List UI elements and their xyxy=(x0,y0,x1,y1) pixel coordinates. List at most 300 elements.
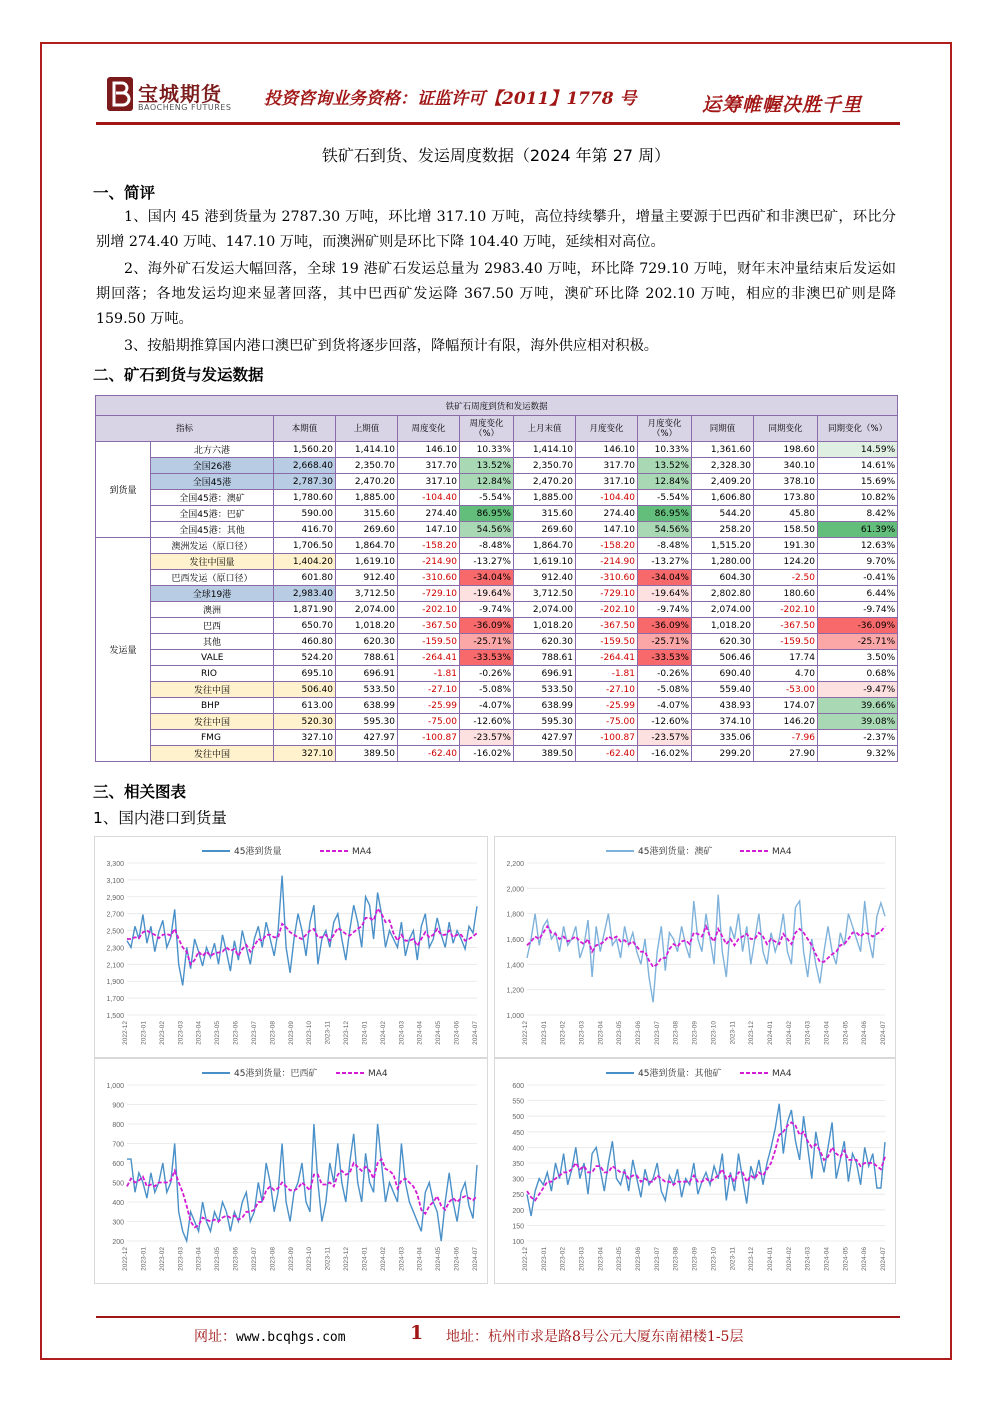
table-cell: 378.10 xyxy=(754,474,818,490)
y-tick-label: 1,000 xyxy=(106,1083,124,1090)
table-cell: 14.59% xyxy=(818,442,898,458)
x-tick-label: 2024-01 xyxy=(766,1021,774,1045)
table-cell: -16.02% xyxy=(460,746,514,762)
row-label: 发往中国量 xyxy=(151,554,274,570)
table-cell: -62.40 xyxy=(398,746,460,762)
table-cell: 6.44% xyxy=(818,586,898,602)
table-cell: 15.69% xyxy=(818,474,898,490)
table-cell: 2,328.30 xyxy=(692,458,754,474)
table-cell: 61.39% xyxy=(818,522,898,538)
table-cell: 2,470.20 xyxy=(514,474,576,490)
table-header-cell: 上期值 xyxy=(336,416,398,442)
table-cell: 3.50% xyxy=(818,650,898,666)
table-cell: -729.10 xyxy=(576,586,638,602)
table-cell: 604.30 xyxy=(692,570,754,586)
table-row xyxy=(96,442,898,458)
table-cell: 299.20 xyxy=(692,746,754,762)
section-heading-data: 二、矿石到货与发运数据 xyxy=(93,366,264,384)
table-cell: 2,074.00 xyxy=(514,602,576,618)
table-cell: -53.00 xyxy=(754,682,818,698)
chart-legend xyxy=(606,845,792,857)
table-cell: 317.70 xyxy=(576,458,638,474)
table-cell: 1,885.00 xyxy=(514,490,576,506)
ore-data-table-wrapper xyxy=(95,395,897,762)
table-cell: 54.56% xyxy=(638,522,692,538)
table-cell: 638.99 xyxy=(514,698,576,714)
y-tick-label: 400 xyxy=(512,1145,524,1153)
x-tick-label: 2024-04 xyxy=(416,1021,424,1045)
table-cell: 1,864.70 xyxy=(514,538,576,554)
y-tick-label: 450 xyxy=(512,1129,524,1137)
chart-legend xyxy=(606,1067,792,1079)
table-cell: 2,983.40 xyxy=(274,586,336,602)
row-label: 全国45港 xyxy=(151,474,274,490)
x-tick-label: 2023-12 xyxy=(748,1247,756,1271)
table-row xyxy=(96,554,898,570)
table-cell: 1,871.90 xyxy=(274,602,336,618)
table-cell: -34.04% xyxy=(460,570,514,586)
x-tick-label: 2024-06 xyxy=(453,1021,461,1045)
x-tick-label: 2024-04 xyxy=(416,1247,424,1271)
y-tick-label: 2,900 xyxy=(106,894,124,902)
company-motto: 运筹帷幄决胜千里 xyxy=(702,94,863,116)
section-heading-charts: 三、相关图表 xyxy=(93,783,187,801)
table-cell: -264.41 xyxy=(398,650,460,666)
table-row xyxy=(96,570,898,586)
table-cell: -104.40 xyxy=(576,490,638,506)
y-tick-label: 1,000 xyxy=(506,1013,524,1020)
subheading-port-arrivals: 1、国内港口到货量 xyxy=(93,809,227,827)
table-cell: 559.40 xyxy=(692,682,754,698)
row-label: VALE xyxy=(151,650,274,666)
table-cell: 1,414.10 xyxy=(336,442,398,458)
table-cell: 1,404.20 xyxy=(274,554,336,570)
table-row xyxy=(96,666,898,682)
table-header-cell: 指标 xyxy=(96,416,274,442)
table-cell: -159.50 xyxy=(576,634,638,650)
table-cell: 912.40 xyxy=(336,570,398,586)
table-cell: 1,018.20 xyxy=(336,618,398,634)
table-cell: -16.02% xyxy=(638,746,692,762)
table-cell: 1,361.60 xyxy=(692,442,754,458)
row-label: FMG xyxy=(151,730,274,746)
table-cell: 147.10 xyxy=(398,522,460,538)
table-row xyxy=(96,490,898,506)
x-tick-label: 2024-02 xyxy=(379,1021,387,1045)
table-cell: -158.20 xyxy=(576,538,638,554)
table-cell: -104.40 xyxy=(398,490,460,506)
row-label: 全国45港：其他 xyxy=(151,522,274,538)
table-cell: 427.97 xyxy=(336,730,398,746)
y-tick-label: 200 xyxy=(112,1239,124,1246)
table-row xyxy=(96,650,898,666)
page-header xyxy=(96,74,900,126)
table-cell: 340.10 xyxy=(754,458,818,474)
table-cell: 9.32% xyxy=(818,746,898,762)
table-cell: -0.41% xyxy=(818,570,898,586)
y-tick-label: 3,100 xyxy=(106,877,124,885)
x-tick-label: 2023-02 xyxy=(158,1021,166,1045)
table-cell: 198.60 xyxy=(754,442,818,458)
footer-website xyxy=(194,1326,346,1346)
legend-label-ma4: MA4 xyxy=(368,1069,388,1079)
table-cell: 327.10 xyxy=(274,746,336,762)
y-tick-label: 2,700 xyxy=(106,911,124,919)
table-cell: -1.81 xyxy=(398,666,460,682)
table-cell: -5.08% xyxy=(460,682,514,698)
table-cell: 258.20 xyxy=(692,522,754,538)
row-label: 北方六港 xyxy=(151,442,274,458)
row-label: 全国45港：澳矿 xyxy=(151,490,274,506)
table-cell: 13.52% xyxy=(460,458,514,474)
x-tick-label: 2023-11 xyxy=(729,1021,737,1045)
x-tick-label: 2024-07 xyxy=(472,1247,479,1271)
table-cell: 533.50 xyxy=(336,682,398,698)
table-cell: -62.40 xyxy=(576,746,638,762)
legend-label-ma4: MA4 xyxy=(772,1069,792,1079)
table-cell: 146.10 xyxy=(576,442,638,458)
table-cell: -23.57% xyxy=(638,730,692,746)
company-logo xyxy=(106,76,236,118)
legend-label-main: 45港到货量：其他矿 xyxy=(638,1069,722,1079)
legend-label-main: 45港到货量：澳矿 xyxy=(638,847,713,857)
x-tick-label: 2023-03 xyxy=(578,1021,586,1045)
summary-paragraph-2: 2、海外矿石发运大幅回落，全球 19 港矿石发运总量为 2983.40 万吨，环比降 729.10 万吨，财年末冲量结束后发运如期回落；各地发运均迎来显著回落，其中巴西矿发运降 367.50 万吨，澳矿环比降 202.10 万吨，相应的非澳巴矿则是降 159.50 万吨。 xyxy=(96,261,896,327)
y-tick-label: 1,900 xyxy=(106,979,124,987)
table-cell: 389.50 xyxy=(514,746,576,762)
x-tick-label: 2023-05 xyxy=(616,1247,624,1271)
x-tick-label: 2023-11 xyxy=(324,1247,332,1271)
chart-45-port-brazil-svg xyxy=(95,1059,489,1285)
table-cell: 506.46 xyxy=(692,650,754,666)
table-cell: 2,350.70 xyxy=(336,458,398,474)
table-cell: 10.33% xyxy=(638,442,692,458)
table-cell: 39.08% xyxy=(818,714,898,730)
x-tick-label: 2023-12 xyxy=(748,1021,756,1045)
table-cell: -4.07% xyxy=(460,698,514,714)
y-tick-label: 700 xyxy=(112,1141,124,1149)
table-cell: 10.33% xyxy=(460,442,514,458)
y-tick-label: 1,800 xyxy=(506,911,524,919)
x-tick-label: 2024-03 xyxy=(804,1021,812,1045)
x-tick-label: 2023-02 xyxy=(559,1021,567,1045)
table-cell: 315.60 xyxy=(514,506,576,522)
table-header-cell: 周度变化（%） xyxy=(460,416,514,442)
y-tick-label: 300 xyxy=(112,1219,124,1227)
table-cell: 1,619.10 xyxy=(336,554,398,570)
x-tick-label: 2024-07 xyxy=(880,1247,887,1271)
table-cell: -9.74% xyxy=(460,602,514,618)
table-cell: 1,885.00 xyxy=(336,490,398,506)
page-footer xyxy=(96,1324,900,1348)
x-tick-label: 2024-04 xyxy=(823,1021,831,1045)
table-cell: -214.90 xyxy=(398,554,460,570)
table-cell: -27.10 xyxy=(576,682,638,698)
y-tick-label: 200 xyxy=(512,1207,524,1215)
table-row xyxy=(96,746,898,762)
table-cell: 9.70% xyxy=(818,554,898,570)
y-tick-label: 2,000 xyxy=(506,886,524,894)
summary-paragraph-1: 1、国内 45 港到货量为 2787.30 万吨，环比增 317.10 万吨，高位持续攀升，增量主要源于巴西矿和非澳巴矿，环比分别增 274.40 万吨、147.10 万吨，而澳洲矿则是环比下降 104.40 万吨，延续相对高位。 xyxy=(96,209,896,250)
table-cell: 2,350.70 xyxy=(514,458,576,474)
table-cell: 86.95% xyxy=(638,506,692,522)
table-cell: 317.70 xyxy=(398,458,460,474)
footer-web-label: 网址： xyxy=(194,1329,236,1345)
x-tick-label: 2023-01 xyxy=(140,1247,148,1271)
table-cell: -1.81 xyxy=(576,666,638,682)
table-header-cell: 同期变化 xyxy=(754,416,818,442)
table-cell: 416.70 xyxy=(274,522,336,538)
table-cell: -36.09% xyxy=(460,618,514,634)
row-label: 澳洲发运（原口径） xyxy=(151,538,274,554)
table-row xyxy=(96,506,898,522)
table-cell: -310.60 xyxy=(398,570,460,586)
table-cell: -36.09% xyxy=(818,618,898,634)
y-tick-label: 2,500 xyxy=(106,928,124,936)
table-row xyxy=(96,474,898,490)
table-cell: 174.07 xyxy=(754,698,818,714)
x-tick-label: 2024-03 xyxy=(804,1247,812,1271)
y-tick-label: 2,200 xyxy=(506,861,524,868)
table-cell: -9.74% xyxy=(638,602,692,618)
table-cell: 269.60 xyxy=(336,522,398,538)
y-tick-label: 1,200 xyxy=(506,987,524,995)
x-tick-label: 2023-11 xyxy=(324,1021,332,1045)
table-cell: 595.30 xyxy=(336,714,398,730)
table-row xyxy=(96,730,898,746)
table-cell: 146.20 xyxy=(754,714,818,730)
table-cell: 696.91 xyxy=(336,666,398,682)
y-tick-label: 600 xyxy=(112,1161,124,1168)
x-tick-label: 2024-02 xyxy=(785,1247,793,1271)
table-cell: -0.26% xyxy=(638,666,692,682)
table-cell: -36.09% xyxy=(638,618,692,634)
row-label: 其他 xyxy=(151,634,274,650)
y-tick-label: 350 xyxy=(512,1161,524,1168)
table-row xyxy=(96,538,898,554)
chart-45-port-brazil xyxy=(94,1058,488,1284)
x-tick-label: 2022-12 xyxy=(122,1247,129,1271)
x-tick-label: 2023-08 xyxy=(269,1021,277,1045)
row-label: 发往中国 xyxy=(151,682,274,698)
x-tick-label: 2023-01 xyxy=(140,1021,148,1045)
x-tick-label: 2023-09 xyxy=(287,1247,295,1271)
x-tick-label: 2024-05 xyxy=(435,1021,443,1045)
table-cell: -158.20 xyxy=(398,538,460,554)
table-cell: 620.30 xyxy=(336,634,398,650)
table-cell: 788.61 xyxy=(336,650,398,666)
y-tick-label: 400 xyxy=(112,1200,124,1207)
table-cell: 690.40 xyxy=(692,666,754,682)
table-cell: 12.84% xyxy=(638,474,692,490)
table-cell: -25.99 xyxy=(398,698,460,714)
x-tick-label: 2024-07 xyxy=(472,1021,479,1045)
x-tick-label: 2023-05 xyxy=(214,1247,222,1271)
table-cell: -8.48% xyxy=(460,538,514,554)
x-tick-label: 2023-07 xyxy=(653,1247,661,1271)
x-tick-label: 2023-11 xyxy=(729,1247,737,1271)
table-cell: -202.10 xyxy=(398,602,460,618)
footer-web-url[interactable]: www.bcqhgs.com xyxy=(236,1330,346,1345)
table-cell: 524.20 xyxy=(274,650,336,666)
x-tick-label: 2023-12 xyxy=(343,1021,351,1045)
table-cell: -100.87 xyxy=(398,730,460,746)
chart-45-port-australia-svg xyxy=(495,837,897,1059)
table-cell: 8.42% xyxy=(818,506,898,522)
y-tick-label: 800 xyxy=(112,1122,124,1129)
x-tick-label: 2023-07 xyxy=(250,1021,258,1045)
x-tick-label: 2024-06 xyxy=(861,1021,869,1045)
table-cell: 638.99 xyxy=(336,698,398,714)
qualification-text: 投资咨询业务资格：证监许可【2011】1778 号 xyxy=(264,89,637,109)
table-cell: 158.50 xyxy=(754,522,818,538)
table-cell: 17.74 xyxy=(754,650,818,666)
table-header-cell: 周度变化 xyxy=(398,416,460,442)
table-cell: 14.61% xyxy=(818,458,898,474)
table-cell: 86.95% xyxy=(460,506,514,522)
x-tick-label: 2023-10 xyxy=(710,1021,718,1045)
table-header-cell: 月度变化 xyxy=(576,416,638,442)
table-cell: -27.10 xyxy=(398,682,460,698)
table-cell: 2,802.80 xyxy=(692,586,754,602)
y-tick-label: 500 xyxy=(112,1180,124,1188)
x-tick-label: 2023-10 xyxy=(710,1247,718,1271)
x-tick-label: 2022-12 xyxy=(522,1247,529,1271)
x-tick-label: 2023-07 xyxy=(250,1247,258,1271)
page-number: 1 xyxy=(410,1322,424,1344)
table-cell: 1,560.20 xyxy=(274,442,336,458)
x-tick-label: 2023-03 xyxy=(177,1021,185,1045)
x-tick-label: 2023-01 xyxy=(540,1247,548,1271)
table-cell: 2,668.40 xyxy=(274,458,336,474)
x-tick-label: 2023-08 xyxy=(672,1021,680,1045)
table-cell: -13.27% xyxy=(460,554,514,570)
x-tick-label: 2024-02 xyxy=(379,1247,387,1271)
table-cell: 2,074.00 xyxy=(336,602,398,618)
x-tick-label: 2023-06 xyxy=(635,1021,643,1045)
chart-45-port-arrivals xyxy=(94,836,488,1058)
table-cell: 912.40 xyxy=(514,570,576,586)
table-cell: 1,414.10 xyxy=(514,442,576,458)
x-tick-label: 2024-05 xyxy=(842,1247,850,1271)
y-tick-label: 550 xyxy=(512,1098,524,1106)
y-tick-label: 300 xyxy=(512,1176,524,1184)
row-label: 发往中国 xyxy=(151,746,274,762)
table-header-cell: 同期值 xyxy=(692,416,754,442)
series-line-main xyxy=(527,1104,885,1216)
table-cell: 147.10 xyxy=(576,522,638,538)
table-cell: 389.50 xyxy=(336,746,398,762)
table-cell: 1,018.20 xyxy=(692,618,754,634)
table-row xyxy=(96,682,898,698)
x-tick-label: 2024-01 xyxy=(361,1247,369,1271)
y-tick-label: 500 xyxy=(512,1114,524,1122)
table-cell: -367.50 xyxy=(754,618,818,634)
x-tick-label: 2023-07 xyxy=(653,1021,661,1045)
table-cell: 2,074.00 xyxy=(692,602,754,618)
legend-label-ma4: MA4 xyxy=(352,847,372,857)
table-cell: 696.91 xyxy=(514,666,576,682)
x-tick-label: 2023-08 xyxy=(672,1247,680,1271)
row-label: 全国26港 xyxy=(151,458,274,474)
table-cell: -75.00 xyxy=(576,714,638,730)
x-tick-label: 2023-10 xyxy=(306,1021,314,1045)
legend-label-ma4: MA4 xyxy=(772,847,792,857)
x-tick-label: 2023-05 xyxy=(616,1021,624,1045)
table-cell: 1,515.20 xyxy=(692,538,754,554)
table-cell: 590.00 xyxy=(274,506,336,522)
table-cell: 595.30 xyxy=(514,714,576,730)
table-cell: 601.80 xyxy=(274,570,336,586)
x-tick-label: 2024-07 xyxy=(880,1021,887,1045)
document-title: 铁矿石到货、发运周度数据（2024 年第 27 周） xyxy=(321,146,671,165)
table-cell: -12.60% xyxy=(460,714,514,730)
table-cell: -34.04% xyxy=(638,570,692,586)
x-tick-label: 2024-05 xyxy=(435,1247,443,1271)
y-tick-label: 1,700 xyxy=(106,996,124,1004)
chart-45-port-australia xyxy=(494,836,896,1058)
table-cell: 533.50 xyxy=(514,682,576,698)
table-cell: -159.50 xyxy=(398,634,460,650)
table-cell: 374.10 xyxy=(692,714,754,730)
chart-45-port-other-svg xyxy=(495,1059,897,1285)
table-cell: -367.50 xyxy=(398,618,460,634)
table-cell: 2,470.20 xyxy=(336,474,398,490)
table-cell: -25.71% xyxy=(460,634,514,650)
x-tick-label: 2024-04 xyxy=(823,1247,831,1271)
table-cell: 13.52% xyxy=(638,458,692,474)
table-cell: 460.80 xyxy=(274,634,336,650)
y-tick-label: 600 xyxy=(512,1083,524,1090)
x-tick-label: 2024-01 xyxy=(766,1247,774,1271)
table-cell: 12.84% xyxy=(460,474,514,490)
chart-legend xyxy=(202,1067,388,1079)
table-cell: 180.60 xyxy=(754,586,818,602)
x-tick-label: 2022-12 xyxy=(522,1021,529,1045)
table-cell: -12.60% xyxy=(638,714,692,730)
y-tick-label: 1,500 xyxy=(106,1013,124,1020)
x-tick-label: 2023-09 xyxy=(287,1021,295,1045)
table-cell: 191.30 xyxy=(754,538,818,554)
y-tick-label: 150 xyxy=(512,1223,524,1231)
y-tick-label: 1,600 xyxy=(506,937,524,944)
table-cell: -729.10 xyxy=(398,586,460,602)
x-tick-label: 2022-12 xyxy=(122,1021,129,1045)
table-cell: -5.08% xyxy=(638,682,692,698)
series-line-ma4 xyxy=(527,1122,885,1200)
table-cell: -19.64% xyxy=(460,586,514,602)
x-tick-label: 2023-03 xyxy=(177,1247,185,1271)
table-cell: 54.56% xyxy=(460,522,514,538)
table-cell: 520.30 xyxy=(274,714,336,730)
table-cell: -2.50 xyxy=(754,570,818,586)
table-caption: 铁矿石周度到货和发运数据 xyxy=(96,396,898,416)
table-cell: 544.20 xyxy=(692,506,754,522)
table-cell: 45.80 xyxy=(754,506,818,522)
logo-mark-icon xyxy=(106,76,134,112)
table-cell: 317.10 xyxy=(576,474,638,490)
x-tick-label: 2024-05 xyxy=(842,1021,850,1045)
table-header-row xyxy=(96,416,898,442)
x-tick-label: 2023-01 xyxy=(540,1021,548,1045)
table-cell: 506.40 xyxy=(274,682,336,698)
table-cell: 427.97 xyxy=(514,730,576,746)
x-tick-label: 2023-09 xyxy=(691,1247,699,1271)
x-tick-label: 2024-03 xyxy=(398,1247,406,1271)
table-cell: 327.10 xyxy=(274,730,336,746)
chart-legend xyxy=(202,845,372,857)
table-cell: 1,780.60 xyxy=(274,490,336,506)
